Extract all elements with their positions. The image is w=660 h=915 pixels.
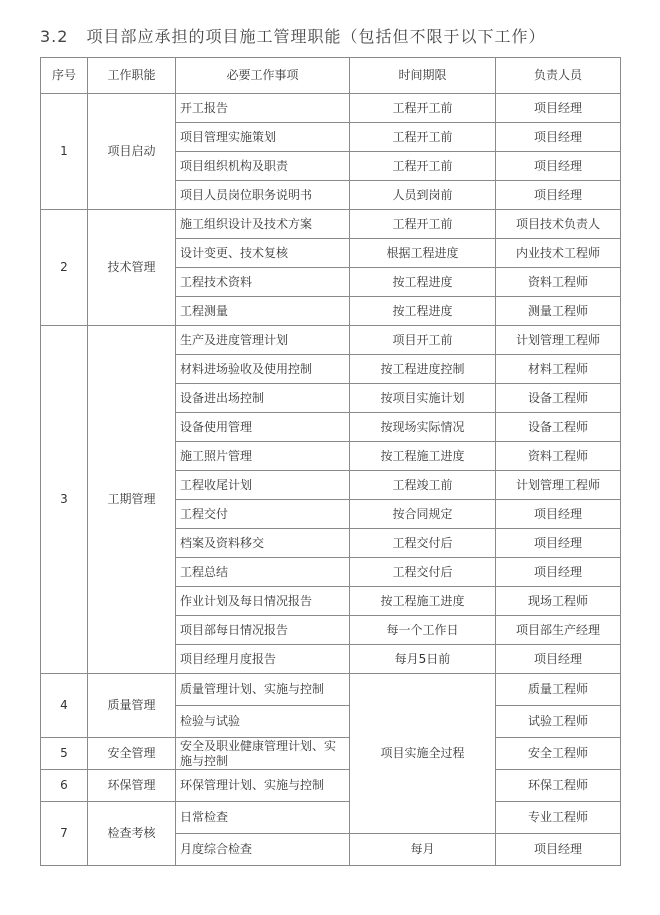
row-function: 安全管理: [88, 738, 176, 770]
table-row: [41, 770, 621, 802]
row-owner: 项目经理: [496, 123, 621, 152]
row-owner: 项目部生产经理: [496, 616, 621, 645]
row-deadline: 根据工程进度: [350, 239, 496, 268]
row-deadline-merged: 项目实施全过程: [350, 674, 496, 834]
row-owner: 设备工程师: [496, 384, 621, 413]
table-row: [41, 802, 621, 834]
row-task: 施工照片管理: [176, 442, 350, 471]
row-deadline: 按工程施工进度: [350, 442, 496, 471]
row-task: 项目组织机构及职责: [176, 152, 350, 181]
row-owner: 质量工程师: [496, 674, 621, 706]
row-task: 设计变更、技术复核: [176, 239, 350, 268]
row-task: 项目经理月度报告: [176, 645, 350, 674]
row-task: 安全及职业健康管理计划、实施与控制: [176, 738, 350, 770]
row-deadline: 按工程施工进度: [350, 587, 496, 616]
row-deadline: 按工程进度: [350, 268, 496, 297]
row-task: 项目部每日情况报告: [176, 616, 350, 645]
section-heading: 项目部应承担的项目施工管理职能（包括但不限于以下工作）: [86, 27, 546, 46]
row-owner: 资料工程师: [496, 268, 621, 297]
row-owner: 项目经理: [496, 529, 621, 558]
row-owner: 计划管理工程师: [496, 471, 621, 500]
row-number: 3: [41, 326, 88, 674]
row-task: 生产及进度管理计划: [176, 326, 350, 355]
row-owner: 项目经理: [496, 645, 621, 674]
row-function: 检查考核: [88, 802, 176, 866]
row-function: 质量管理: [88, 674, 176, 738]
table-body: [41, 94, 621, 866]
row-deadline: 按合同规定: [350, 500, 496, 529]
section-title: [40, 24, 545, 47]
header-deadline: 时间期限: [350, 58, 496, 94]
table-row: [41, 94, 621, 123]
row-task: 检验与试验: [176, 706, 350, 738]
row-task: 施工组织设计及技术方案: [176, 210, 350, 239]
row-deadline: 工程开工前: [350, 123, 496, 152]
row-task: 作业计划及每日情况报告: [176, 587, 350, 616]
header-task: 必要工作事项: [176, 58, 350, 94]
row-owner: 专业工程师: [496, 802, 621, 834]
row-deadline: 按现场实际情况: [350, 413, 496, 442]
row-owner: 项目经理: [496, 500, 621, 529]
row-task: 工程收尾计划: [176, 471, 350, 500]
row-owner: 测量工程师: [496, 297, 621, 326]
row-deadline: 按工程进度: [350, 297, 496, 326]
row-owner: 现场工程师: [496, 587, 621, 616]
row-owner: 项目经理: [496, 834, 621, 866]
row-task: 开工报告: [176, 94, 350, 123]
row-deadline: 工程开工前: [350, 210, 496, 239]
row-deadline: 每月: [350, 834, 496, 866]
row-owner: 项目经理: [496, 94, 621, 123]
row-number: 4: [41, 674, 88, 738]
table-row: [41, 674, 621, 706]
row-owner: 资料工程师: [496, 442, 621, 471]
header-owner: 负责人员: [496, 58, 621, 94]
row-task: 日常检查: [176, 802, 350, 834]
row-task: 设备使用管理: [176, 413, 350, 442]
row-owner: 计划管理工程师: [496, 326, 621, 355]
row-task: 工程交付: [176, 500, 350, 529]
header-function: 工作职能: [88, 58, 176, 94]
row-deadline: 按工程进度控制: [350, 355, 496, 384]
table-row: [41, 738, 621, 770]
row-task: 月度综合检查: [176, 834, 350, 866]
row-owner: 项目经理: [496, 558, 621, 587]
section-number: 3.2: [40, 27, 69, 46]
row-deadline: 工程开工前: [350, 94, 496, 123]
row-function: 项目启动: [88, 94, 176, 210]
row-owner: 设备工程师: [496, 413, 621, 442]
row-task: 档案及资料移交: [176, 529, 350, 558]
row-number: 7: [41, 802, 88, 866]
row-owner: 项目经理: [496, 152, 621, 181]
row-number: 1: [41, 94, 88, 210]
row-owner: 环保工程师: [496, 770, 621, 802]
row-task: 材料进场验收及使用控制: [176, 355, 350, 384]
row-function: 工期管理: [88, 326, 176, 674]
row-owner: 安全工程师: [496, 738, 621, 770]
row-deadline: 工程竣工前: [350, 471, 496, 500]
row-task: 工程总结: [176, 558, 350, 587]
table-row: [41, 326, 621, 355]
functions-table: [40, 57, 621, 866]
row-task: 环保管理计划、实施与控制: [176, 770, 350, 802]
row-task: 工程测量: [176, 297, 350, 326]
row-number: 6: [41, 770, 88, 802]
row-number: 2: [41, 210, 88, 326]
row-deadline: 每月5日前: [350, 645, 496, 674]
row-deadline: 每一个工作日: [350, 616, 496, 645]
row-number: 5: [41, 738, 88, 770]
row-task: 项目人员岗位职务说明书: [176, 181, 350, 210]
row-function: 技术管理: [88, 210, 176, 326]
row-owner: 项目经理: [496, 181, 621, 210]
row-deadline: 按项目实施计划: [350, 384, 496, 413]
row-deadline: 工程开工前: [350, 152, 496, 181]
row-owner: 内业技术工程师: [496, 239, 621, 268]
row-deadline: 项目开工前: [350, 326, 496, 355]
row-task: 项目管理实施策划: [176, 123, 350, 152]
table-header-row: [41, 58, 621, 94]
row-owner: 材料工程师: [496, 355, 621, 384]
row-deadline: 人员到岗前: [350, 181, 496, 210]
table-row: [41, 210, 621, 239]
header-no: 序号: [41, 58, 88, 94]
row-function: 环保管理: [88, 770, 176, 802]
row-task: 工程技术资料: [176, 268, 350, 297]
row-task: 设备进出场控制: [176, 384, 350, 413]
row-owner: 项目技术负责人: [496, 210, 621, 239]
row-owner: 试验工程师: [496, 706, 621, 738]
row-task: 质量管理计划、实施与控制: [176, 674, 350, 706]
row-deadline: 工程交付后: [350, 558, 496, 587]
row-deadline: 工程交付后: [350, 529, 496, 558]
